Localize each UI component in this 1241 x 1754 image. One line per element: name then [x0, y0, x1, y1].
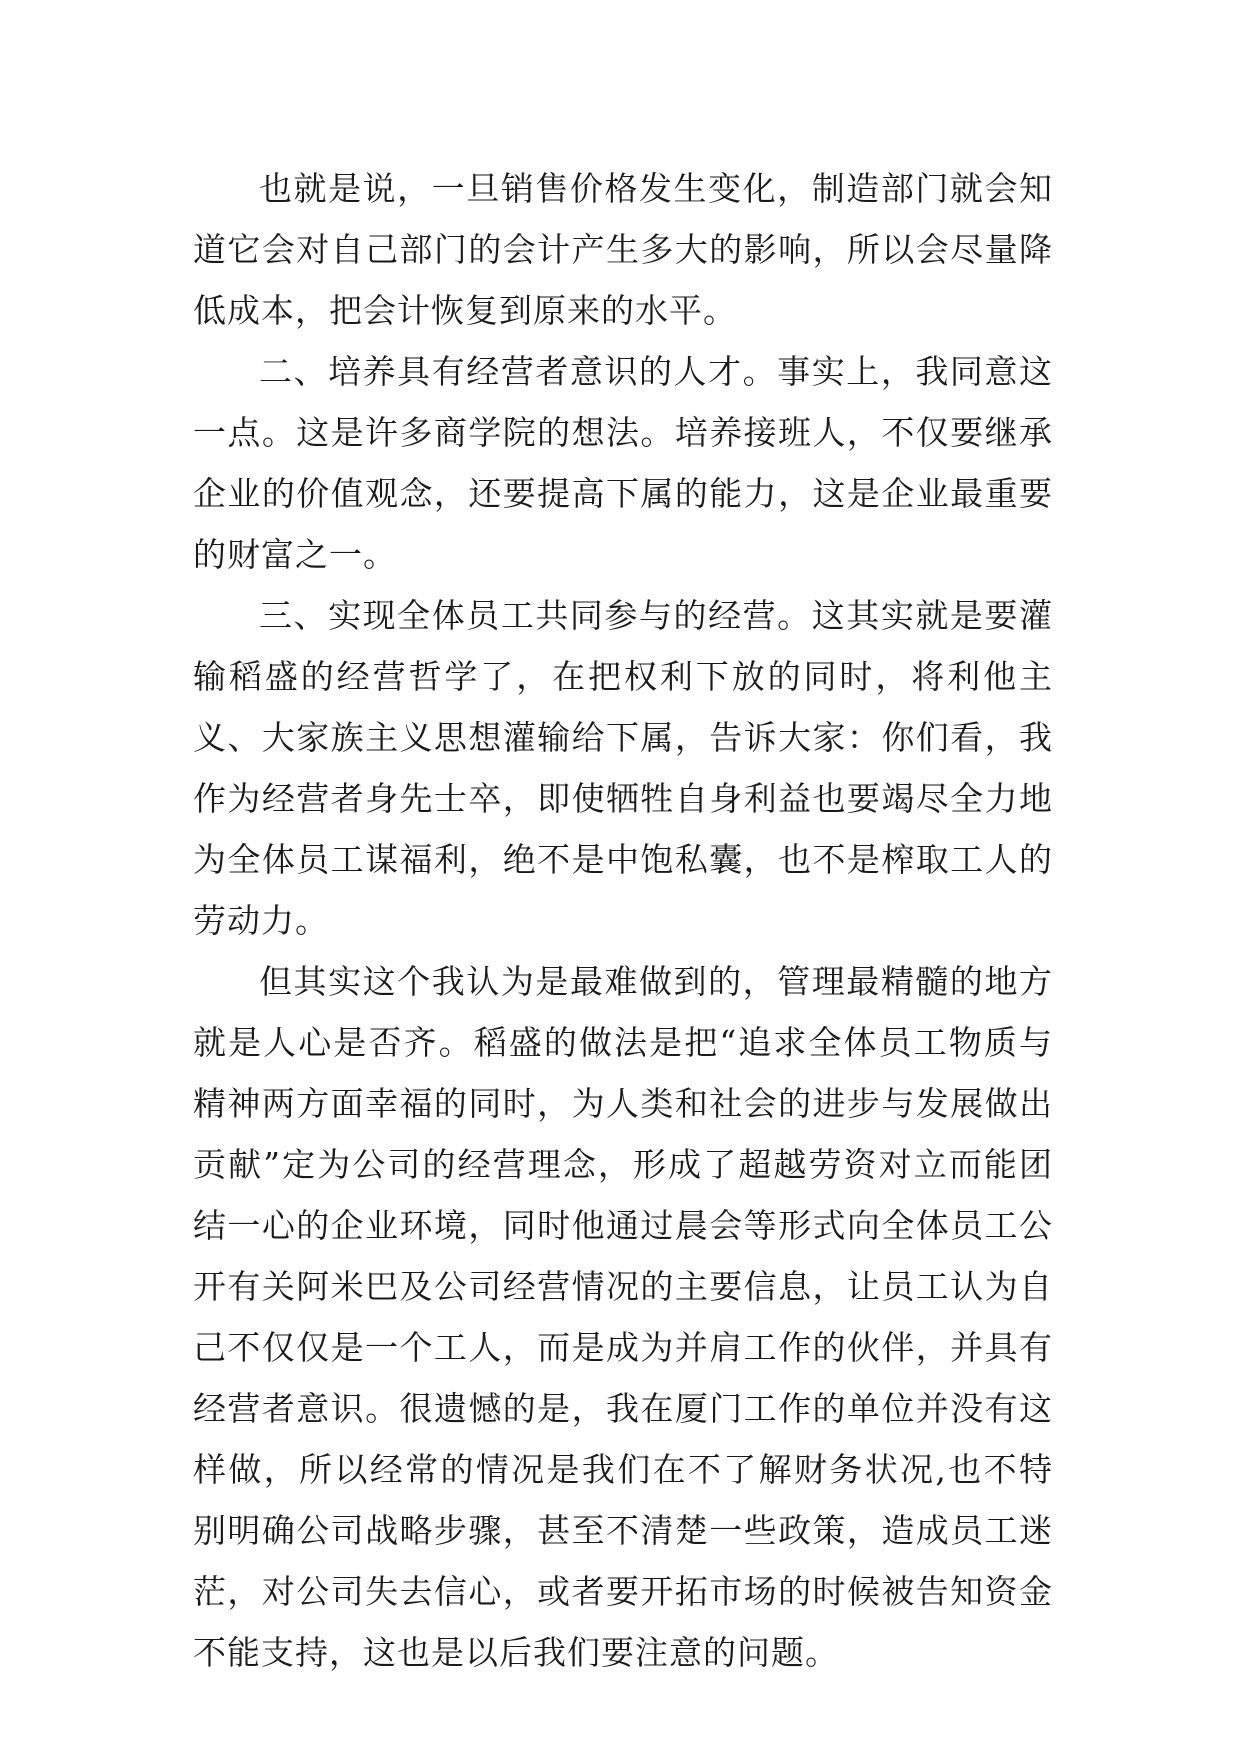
paragraph-cost-control: 也就是说，一旦销售价格发生变化，制造部门就会知道它会对自己部门的会计产生多大的影响，所以会尽量降低成本，把会计恢复到原来的水平。 [193, 169, 1053, 330]
paragraph-point-three: 三、实现全体员工共同参与的经营。这其实就是要灌输稻盛的经营哲学了，在把权利下放的同时，将利他主义、大家族主义思想灌输给下属，告诉大家：你们看，我作为经营者身先士卒，即使牺牲自身利益也要竭尽全力地为全体员工谋福利，绝不是中饱私囊，也不是榨取工人的劳动力。 [193, 596, 1053, 940]
document-page [193, 158, 1053, 1683]
paragraph-reflection: 但其实这个我认为是最难做到的，管理最精髓的地方就是人心是否齐。稻盛的做法是把“追求全体员工物质与精神两方面幸福的同时，为人类和社会的进步与发展做出贡献”定为公司的经营理念，形成了超越劳资对立而能团结一心的企业环境，同时他通过晨会等形式向全体员工公开有关阿米巴及公司经营情况的主要信息，让员工认为自己不仅仅是一个工人，而是成为并肩工作的伙伴，并具有经营者意识。很遗憾的是，我在厦门工作的单位并没有这样做，所以经常的情况是我们在不了解财务状况,也不特别明确公司战略步骤，甚至不清楚一些政策，造成员工迷茫，对公司失去信心，或者要开拓市场的时候被告知资金不能支持，这也是以后我们要注意的问题。 [193, 962, 1053, 1672]
paragraph-point-two: 二、培养具有经营者意识的人才。事实上，我同意这一点。这是许多商学院的想法。培养接班人，不仅要继承企业的价值观念，还要提高下属的能力，这是企业最重要的财富之一。 [193, 352, 1053, 574]
